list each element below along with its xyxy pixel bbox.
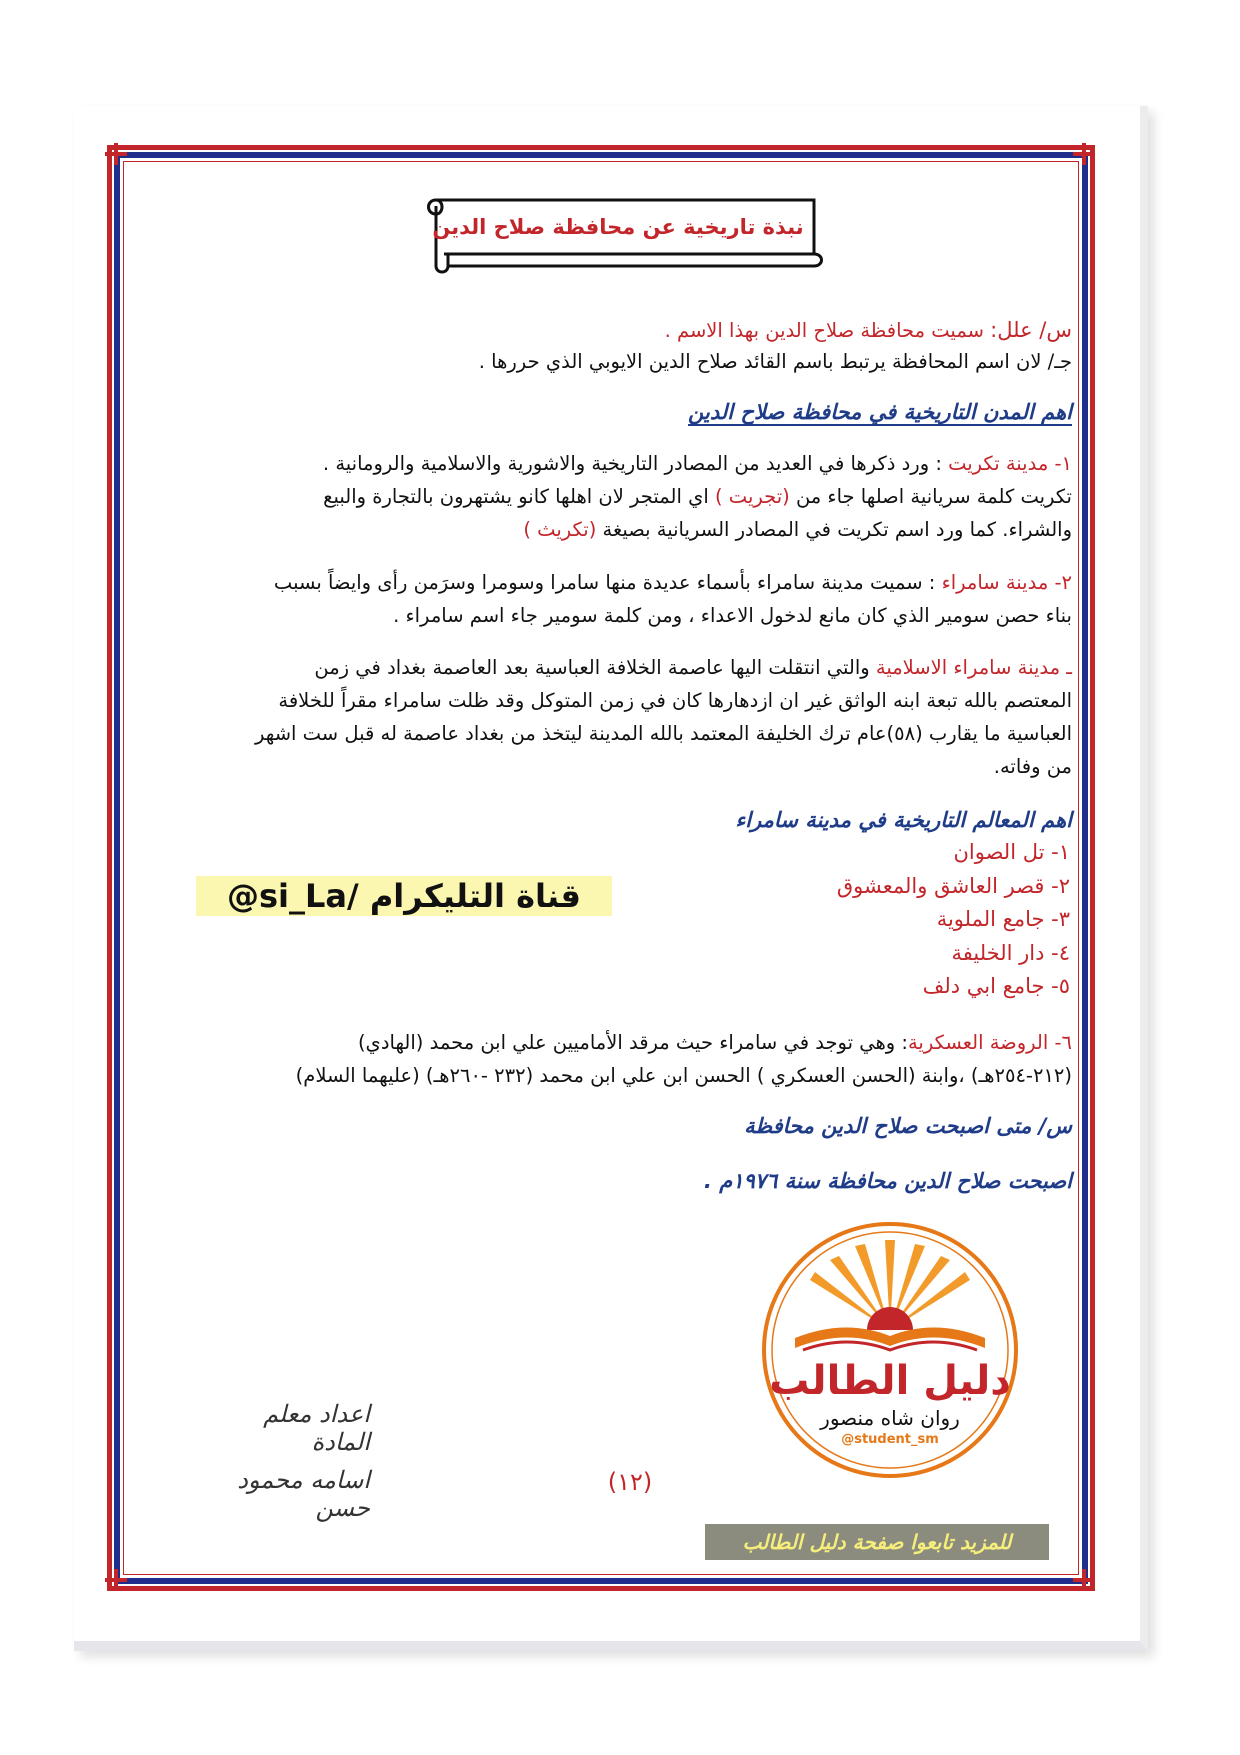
logo-social-handle: @student_sm — [841, 1432, 939, 1447]
section-heading-cities — [152, 396, 1072, 429]
question-when-province — [152, 1110, 1072, 1143]
logo-subtitle: روان شاه منصور — [820, 1406, 960, 1430]
page-title: نبذة تاريخية عن محافظة صلاح الدين — [432, 215, 804, 239]
tikrit-text-3: اي المتجر لان اهلها كانو يشتهرون بالتجارة والبيع — [323, 485, 715, 508]
tikrit-text-4: والشراء. كما ورد اسم تكريت في المصادر السريانية بصيغة — [596, 518, 1072, 541]
prepared-by-name: اسامه محمود حسن — [237, 1466, 370, 1522]
corner-ornament-bottom-right — [1073, 1569, 1095, 1591]
question-label: س/ علل: — [990, 318, 1072, 342]
paragraph-askari-shrine — [152, 1026, 1072, 1092]
tikrit-label: ١- مدينة تكريت — [948, 452, 1072, 475]
tikrit-text-1: : ورد ذكرها في العديد من المصادر التاريخية والاشورية والاسلامية والرومانية . — [322, 452, 949, 475]
corner-ornament-top-left — [105, 143, 127, 165]
answer-why-named: جـ/ لان اسم المحافظة يرتبط باسم القائد صلاح الدين الايوبي الذي حررها . — [478, 350, 1072, 373]
answer-when-province — [152, 1165, 1072, 1198]
samarra-islamic-text-4: من وفاته. — [993, 755, 1072, 778]
corner-ornament-top-right — [1073, 143, 1095, 165]
page-number: (١٢) — [607, 1468, 653, 1496]
list-item: ٤- دار الخليفة — [951, 940, 1070, 965]
section-heading-landmarks — [152, 804, 1072, 837]
answer-2-text: اصبحت صلاح الدين محافظة سنة ١٩٧٦م . — [703, 1169, 1072, 1193]
prepared-by-label: اعداد معلم المادة — [263, 1400, 370, 1456]
paragraph-samarra — [152, 566, 1072, 632]
question-text: سميت محافظة صلاح الدين بهذا الاسم . — [664, 319, 991, 342]
samarra-islamic-text-2: المعتصم بالله تبعة ابنه الواثق غير ان ازدهارها كان في زمن المتوكل وقد ظلت سامراء مقراً للخلافة — [278, 689, 1072, 712]
list-item: ٥- جامع ابي دلف — [922, 974, 1070, 998]
tikrit-word-takreeth: (تكريث ) — [523, 518, 597, 541]
samarra-islamic-text-3: العباسية ما يقارب (٥٨)عام ترك الخليفة المعتمد بالله المدينة ليتخذ من بغداد عاصمة له قبل ست اشهر — [254, 722, 1072, 745]
question-2-text: س/ متى اصبحت صلاح الدين محافظة — [744, 1114, 1072, 1138]
paragraph-samarra-islamic — [152, 651, 1072, 783]
samarra-islamic-text-1: والتي انتقلت اليها عاصمة الخلافة العباسية بعد العاصمة بغداد في زمن — [314, 656, 876, 679]
question-why-named — [152, 314, 1072, 347]
landmarks-list — [670, 836, 1070, 1004]
landmarks-heading-text: اهم المعالم التاريخية في مدينة سامراء — [735, 808, 1072, 832]
footer-follow-banner: للمزيد تابعوا صفحة دليل الطالب — [705, 1524, 1049, 1560]
samarra-label: ٢- مدينة سامراء — [941, 571, 1072, 594]
askari-label: ٦- الروضة العسكرية — [907, 1031, 1072, 1054]
askari-text-1: : وهي توجد في سامراء حيث مرقد الأماميين علي ابن محمد (الهادي) — [357, 1031, 908, 1054]
samarra-islamic-label: ـ مدينة سامراء الاسلامية — [875, 656, 1072, 679]
list-item: ١- تل الصوان — [953, 840, 1070, 864]
list-item: ٢- قصر العاشق والمعشوق — [836, 873, 1070, 898]
paragraph-tikrit — [152, 447, 1072, 546]
corner-ornament-bottom-left — [105, 1569, 127, 1591]
tikrit-text-2: تكريت كلمة سريانية اصلها جاء من — [789, 485, 1072, 508]
samarra-text-1: : سميت مدينة سامراء بأسماء عديدة منها سامرا وسومرا وسرَمن رأى وايضاً بسبب — [273, 571, 942, 594]
logo-brand-name: دليل الطالب — [769, 1358, 1011, 1404]
telegram-channel-tag: @si_La/ قناة التليكرام — [196, 876, 612, 916]
list-item: ٣- جامع الملوية — [936, 907, 1070, 931]
samarra-text-2: بناء حصن سومير الذي كان مانع لدخول الاعداء ، ومن كلمة سومير جاء اسم سامراء . — [393, 604, 1072, 627]
askari-text-2: (٢١٢-٢٥٤هـ) ،وابنة (الحسن العسكري ) الحسن ابن علي ابن محمد (٢٣٢ -٢٦٠هـ) (عليهما السلام) — [295, 1064, 1072, 1087]
cities-heading-text: اهم المدن التاريخية في محافظة صلاح الدين — [688, 400, 1072, 424]
tikrit-word-tajreet: (تجريت ) — [714, 485, 790, 508]
